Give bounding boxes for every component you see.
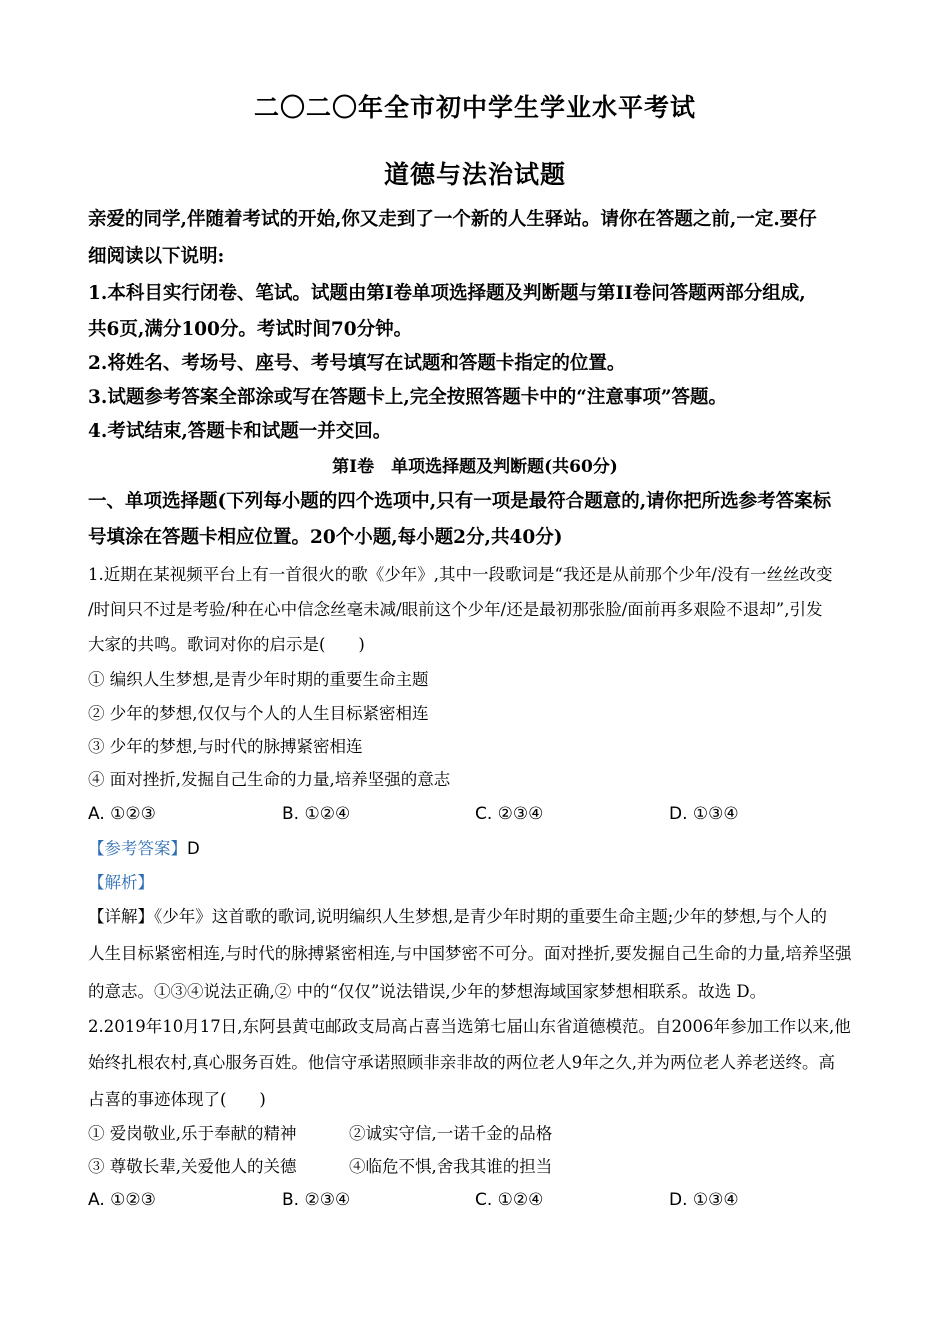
- exam-title: 二〇二〇年全市初中学生学业水平考试: [253, 93, 696, 122]
- q2-statement-3: ③ 尊敬长辈,关爱他人的关德: [88, 1157, 297, 1176]
- q1-stem-line-2: /时间只不过是考验/种在心中信念丝毫未减/眼前这个少年/还是最初那张脸/面前再多艰险不退却”,引发: [88, 600, 823, 619]
- q1-statement-2: ② 少年的梦想,仅仅与个人的人生目标紧密相连: [88, 704, 429, 723]
- rule-3: 3.试题参考答案全部涂或写在答题卡上,完全按照答题卡中的“注意事项”答题。: [88, 387, 728, 408]
- part1-instruction-1: 一、单项选择题(下列每小题的四个选项中,只有一项是最符合题意的,请你把所选参考答案标: [88, 491, 832, 512]
- q1-option-a: A. ①②③: [88, 804, 156, 824]
- rule-1-line-1: 1.本科目实行闭卷、笔试。试题由第Ⅰ卷单项选择题及判断题与第II卷问答题两部分组成,: [88, 283, 806, 304]
- q1-stem-line-3: 大家的共鸣。歌词对你的启示是( ): [88, 635, 365, 654]
- intro-line-2: 细阅读以下说明:: [88, 246, 225, 267]
- rule-4: 4.考试结束,答题卡和试题一并交回。: [88, 421, 392, 442]
- rule-1-line-2: 共6页,满分100分。考试时间70分钟。: [88, 319, 413, 340]
- section-heading: 第Ⅰ卷 单项选择题及判断题(共60分): [332, 457, 618, 477]
- q1-option-b: B. ①②④: [282, 804, 351, 824]
- q1-detail-line-1: 【详解】《少年》这首歌的歌词,说明编织人生梦想,是青少年时期的重要生命主题;少年的梦想,与个人的: [88, 907, 828, 926]
- q1-statement-3: ③ 少年的梦想,与时代的脉搏紧密相连: [88, 737, 363, 756]
- answer-value: D: [187, 839, 200, 858]
- answer-label: 【参考答案】: [88, 839, 187, 858]
- q2-stem-line-1: 2.2019年10月17日,东阿县黄屯邮政支局高占喜当选第七届山东省道德模范。自2006年参加工作以来,他: [88, 1017, 851, 1036]
- q1-stem-line-1: 1.近期在某视频平台上有一首很火的歌《少年》,其中一段歌词是“我还是从前那个少年/没有一丝丝改变: [88, 565, 833, 584]
- q1-statement-1: ① 编织人生梦想,是青少年时期的重要生命主题: [88, 670, 429, 689]
- q2-option-b: B. ②③④: [282, 1190, 351, 1210]
- q2-statement-1: ① 爱岗敬业,乐于奉献的精神: [88, 1124, 297, 1143]
- exam-subtitle: 道德与法治试题: [383, 160, 566, 189]
- q1-statement-4: ④ 面对挫折,发掘自己生命的力量,培养坚强的意志: [88, 770, 451, 789]
- q2-option-c: C. ①②④: [475, 1190, 544, 1210]
- q2-option-d: D. ①③④: [669, 1190, 739, 1210]
- q1-detail-line-2: 人生目标紧密相连,与时代的脉搏紧密相连,与中国梦密不可分。面对挫折,要发掘自己生命的力量,培养坚强: [88, 944, 852, 963]
- q1-option-d: D. ①③④: [669, 804, 739, 824]
- intro-line-1: 亲爱的同学,伴随着考试的开始,你又走到了一个新的人生驿站。请你在答题之前,一定.要仔: [88, 209, 817, 230]
- q2-option-a: A. ①②③: [88, 1190, 156, 1210]
- q2-stem-line-3: 占喜的事迹体现了( ): [88, 1090, 266, 1109]
- q2-stem-line-2: 始终扎根农村,真心服务百姓。他信守承诺照顾非亲非故的两位老人9年之久,并为两位老人养老送终。高: [88, 1053, 835, 1072]
- q2-statement-2: ②诚实守信,一诺千金的品格: [349, 1124, 553, 1143]
- analysis-label: 【解析】: [88, 873, 154, 892]
- rule-2: 2.将姓名、考场号、座号、考号填写在试题和答题卡指定的位置。: [88, 353, 626, 374]
- q1-option-c: C. ②③④: [475, 804, 544, 824]
- q1-detail-line-3: 的意志。①③④说法正确,② 中的“仅仅”说法错误,少年的梦想海域国家梦想相联系。故选 D。: [88, 982, 767, 1001]
- q1-answer: [88, 837, 862, 861]
- part1-instruction-2: 号填涂在答题卡相应位置。20个小题,每小题2分,共40分): [88, 527, 563, 548]
- q2-statement-4: ④临危不惧,舍我其谁的担当: [349, 1157, 553, 1176]
